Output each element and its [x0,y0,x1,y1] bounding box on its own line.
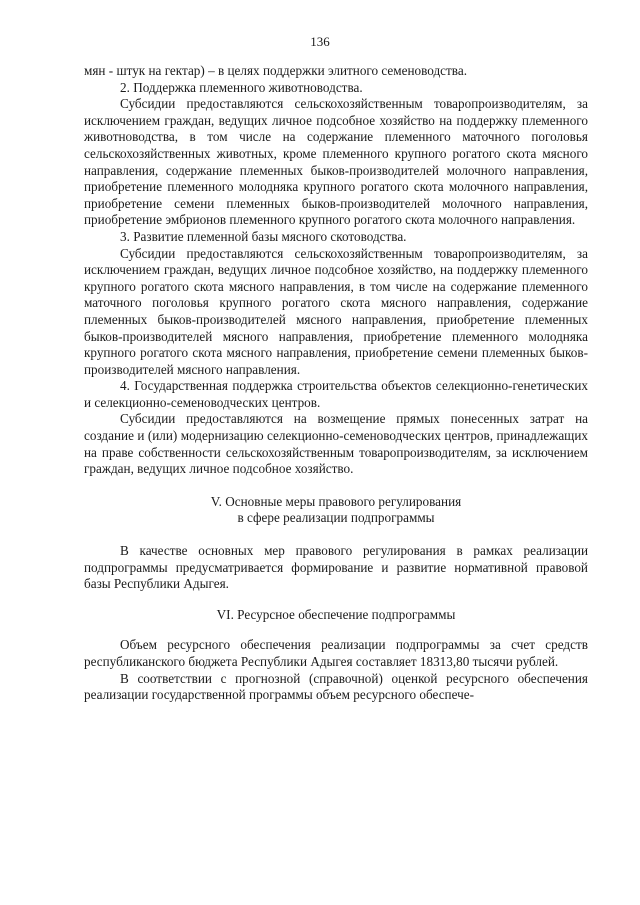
item-heading-construction-support: 4. Государственная поддержка строительства объектов селекционно-генетических и селекционно-семеноводческих центров. [84,378,588,410]
paragraph-beef-subsidies: Субсидии предоставляются сельскохозяйственным товаропроизводителям, за исключением граждан, ведущих личное подсобное хозяйство, на поддержку племенного крупного рогатого скота мясного направления, в том числе на содержание племенного маточного поголовья крупного рогатого скота мясного направления, содержание племенных быков-производителей мясного направления, приобретение племенных быков-производителей мясного направления, приобретение племенного молодняка крупного рогатого скота мясного направления, приобретение семени племенных быков-производителей мясного направления. [84,245,588,377]
section-heading-v-line1: V. Основные меры правового регулирования [210,493,462,509]
item-heading-breeding-livestock: 2. Поддержка племенного животноводства. [120,79,363,95]
paragraph-breeding-subsidies: Субсидии предоставляются сельскохозяйственным товаропроизводителям, за исключением граждан, ведущих личное подсобное хозяйство на поддержку племенного животноводства, в том числе на содержание племенного маточного поголовья сельскохозяйственных животных, кроме племенного крупного рогатого скота мясного направления, содержание племенных быков-производителей молочного направления, приобретение племенного молодняка крупного рогатого скота молочного направления, приобретение семени племенных быков-производителей молочного направления, приобретение эмбрионов племенного крупного рогатого скота молочного направления. [84,96,588,228]
document-body [84,63,588,704]
section-heading-v-line2: в сфере реализации подпрограммы [237,510,435,526]
paragraph-resource-volume: Объем ресурсного обеспечения реализации подпрограммы за счет средств республиканского бюджета Республики Адыгея составляет 18313,80 тысячи рублей. [84,637,588,669]
page-number: 136 [310,34,330,49]
paragraph-legal-regulation: В качестве основных мер правового регулирования в рамках реализации подпрограммы предусматривается формирование и развитие нормативной правовой базы Республики Адыгея. [84,543,588,592]
paragraph-construction-subsidies: Субсидии предоставляются на возмещение прямых понесенных затрат на создание и (или) модернизацию селекционно-семеноводческих центров, принадлежащих на праве собственности сельскохозяйственным товаропроизводителям, за исключением граждан, ведущих личное подсобное хозяйство. [84,411,588,477]
item-heading-beef-cattle-base: 3. Развитие племенной базы мясного скотоводства. [120,228,407,244]
paragraph-continuation: мян - штук на гектар) – в целях поддержки элитного семеноводства. [84,63,467,78]
paragraph-resource-estimate: В соответствии с прогнозной (справочной) оценкой ресурсного обеспечения реализации государственной программы объем ресурсного обеспече- [84,670,588,703]
section-heading-vi: VI. Ресурсное обеспечение подпрограммы [216,606,456,622]
